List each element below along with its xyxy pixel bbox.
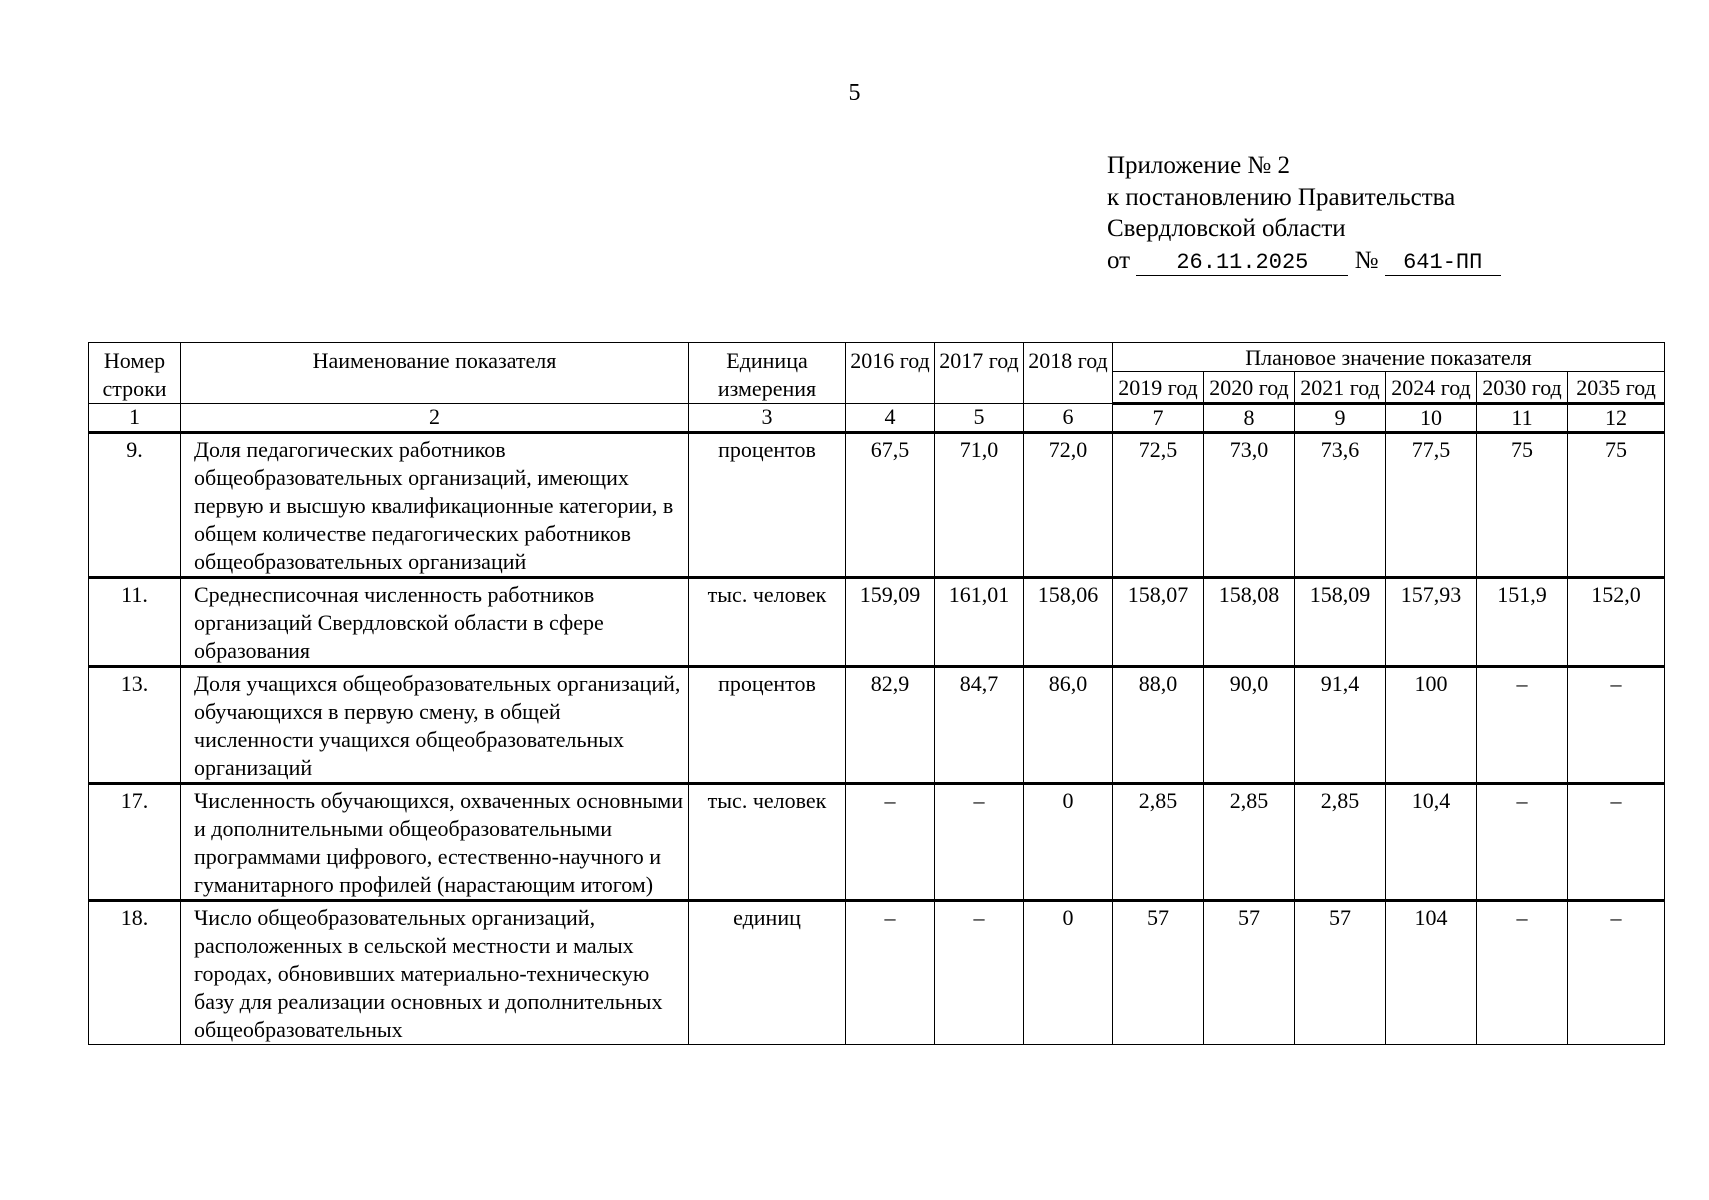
column-number: 8 [1204,404,1295,433]
header-row-no: Номер строки [89,343,181,404]
header-unit: Единица измерения [689,343,846,404]
value-cell: 86,0 [1024,667,1113,784]
value-cell: 0 [1024,901,1113,1045]
value-cell: 157,93 [1386,578,1477,667]
header-row [89,343,1665,372]
appendix-line-3: Свердловской области [1107,215,1346,242]
column-number: 1 [89,404,181,433]
header-2019: 2019 год [1113,372,1204,404]
value-cell: 77,5 [1386,433,1477,578]
column-number: 5 [935,404,1024,433]
value-cell: 75 [1477,433,1568,578]
value-cell: 2,85 [1295,784,1386,901]
value-cell: 2,85 [1113,784,1204,901]
appendix-block [1107,150,1501,276]
table-row [89,667,1665,784]
page-number: 5 [848,80,861,106]
value-cell: – [1568,667,1665,784]
appendix-date-line [1107,245,1501,277]
column-number: 3 [689,404,846,433]
value-cell: 158,08 [1204,578,1295,667]
appendix-line-2: к постановлению Правительства [1107,183,1456,211]
value-cell: 158,06 [1024,578,1113,667]
from-label: от [1107,246,1131,274]
column-number: 7 [1113,404,1204,433]
indicator-name: Доля педагогических работников общеобразовательных организаций, имеющих первую и высшую квалификационные категории, в общем количестве педагогических работников общеобразовательных организаций [181,433,689,578]
column-number: 10 [1386,404,1477,433]
indicator-name: Число общеобразовательных организаций, расположенных в сельской местности и малых городах, обновивших материально-техническую базу для реализации основных и дополнительных общеобразовательных [181,901,689,1045]
column-numbers-row [89,404,1665,433]
value-cell: – [1477,901,1568,1045]
value-cell: 73,6 [1295,433,1386,578]
column-number: 12 [1568,404,1665,433]
appendix-title: Приложение № 2 [1107,152,1291,179]
column-number: 6 [1024,404,1113,433]
value-cell: 72,0 [1024,433,1113,578]
indicator-name: Среднесписочная численность работников организаций Свердловской области в сфере образования [181,578,689,667]
value-cell: 161,01 [935,578,1024,667]
header-2018: 2018 год [1024,343,1113,404]
value-cell: – [1477,667,1568,784]
table-row [89,578,1665,667]
indicator-unit: процентов [689,433,846,578]
value-cell: – [846,901,935,1045]
value-cell: 91,4 [1295,667,1386,784]
row-number: 9. [89,433,181,578]
value-cell: 152,0 [1568,578,1665,667]
row-number: 17. [89,784,181,901]
value-cell: 82,9 [846,667,935,784]
header-2030: 2030 год [1477,372,1568,404]
column-number: 4 [846,404,935,433]
header-name: Наименование показателя [181,343,689,404]
header-2020: 2020 год [1204,372,1295,404]
resolution-number: 641-ПП [1385,251,1501,276]
value-cell: 75 [1568,433,1665,578]
value-cell: 100 [1386,667,1477,784]
value-cell: 67,5 [846,433,935,578]
value-cell: 57 [1204,901,1295,1045]
header-planned: Плановое значение показателя [1113,343,1665,372]
indicator-unit: тыс. человек [689,578,846,667]
value-cell: 72,5 [1113,433,1204,578]
table-row [89,433,1665,578]
value-cell: 71,0 [935,433,1024,578]
value-cell: 57 [1295,901,1386,1045]
value-cell: 159,09 [846,578,935,667]
row-number: 11. [89,578,181,667]
table-row [89,901,1665,1045]
value-cell: 158,09 [1295,578,1386,667]
column-number: 11 [1477,404,1568,433]
indicator-name: Численность обучающихся, охваченных основными и дополнительными общеобразовательными программами цифрового, естественно-научного и гуманитарного профилей (нарастающим итогом) [181,784,689,901]
resolution-date: 26.11.2025 [1136,251,1348,276]
header-2017: 2017 год [935,343,1024,404]
indicator-unit: тыс. человек [689,784,846,901]
value-cell: – [846,784,935,901]
header-2021: 2021 год [1295,372,1386,404]
value-cell: – [935,784,1024,901]
header-2024: 2024 год [1386,372,1477,404]
header-2016: 2016 год [846,343,935,404]
value-cell: 10,4 [1386,784,1477,901]
value-cell: 0 [1024,784,1113,901]
column-number: 2 [181,404,689,433]
number-label: № [1354,246,1379,274]
value-cell: 57 [1113,901,1204,1045]
value-cell: – [1477,784,1568,901]
value-cell: 84,7 [935,667,1024,784]
row-number: 18. [89,901,181,1045]
value-cell: 73,0 [1204,433,1295,578]
value-cell: 2,85 [1204,784,1295,901]
value-cell: 104 [1386,901,1477,1045]
value-cell: – [935,901,1024,1045]
indicator-unit: единиц [689,901,846,1045]
indicators-table [88,342,1665,1045]
indicator-name: Доля учащихся общеобразовательных организаций, обучающихся в первую смену, в общей численности учащихся общеобразовательных организаций [181,667,689,784]
value-cell: – [1568,784,1665,901]
column-number: 9 [1295,404,1386,433]
value-cell: 151,9 [1477,578,1568,667]
row-number: 13. [89,667,181,784]
value-cell: – [1568,901,1665,1045]
table-row [89,784,1665,901]
indicator-unit: процентов [689,667,846,784]
value-cell: 88,0 [1113,667,1204,784]
header-2035: 2035 год [1568,372,1665,404]
value-cell: 90,0 [1204,667,1295,784]
value-cell: 158,07 [1113,578,1204,667]
